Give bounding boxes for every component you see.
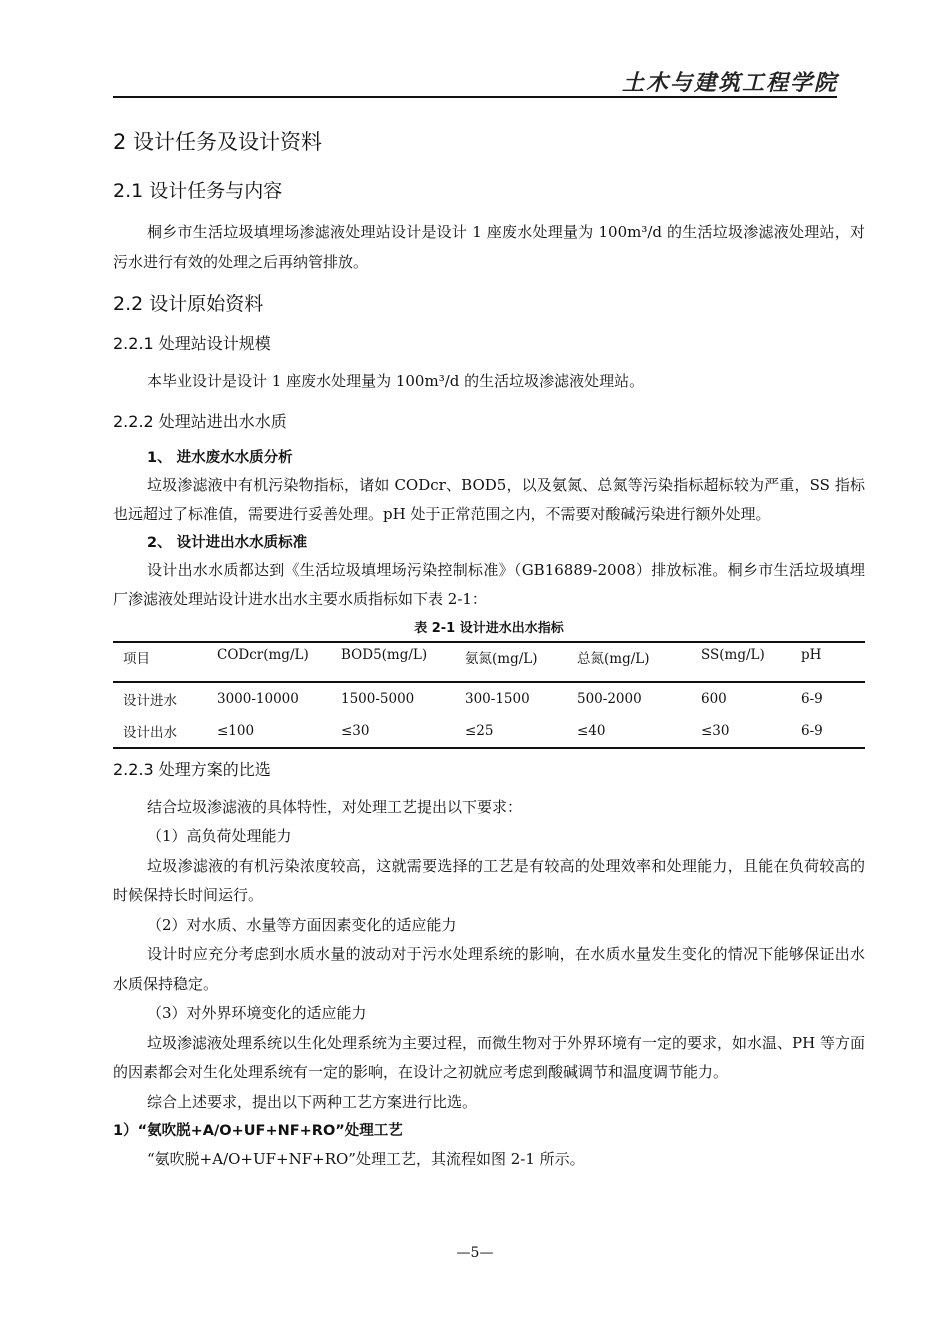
table-cell: 设计进水 <box>123 692 177 709</box>
section-2-2-1-title: 2.2.1 处理站设计规模 <box>113 334 271 353</box>
section-2-2-1-paragraph: 本毕业设计是设计 1 座废水处理量为 100m³/d 的生活垃圾渗滤液处理站。 <box>147 372 645 390</box>
item-2-title: 2、 设计进出水水质标准 <box>147 534 308 551</box>
table-header-cell: BOD5(mg/L) <box>341 646 428 663</box>
table-cell: 6-9 <box>801 722 823 739</box>
table-cell: 6-9 <box>801 690 823 707</box>
section-2-2-3-intro: 结合垃圾渗滤液的具体特性，对处理工艺提出以下要求： <box>147 797 523 816</box>
table-header-row <box>113 642 865 682</box>
table-cell: ≤30 <box>341 722 370 739</box>
table-cell: ≤40 <box>577 722 606 739</box>
table-row <box>113 715 865 748</box>
table-cell: ≤25 <box>465 722 494 739</box>
table-header-cell: pH <box>801 646 822 663</box>
requirement-1-title: （1）高负荷处理能力 <box>147 827 292 845</box>
section-2-2-3-title: 2.2.3 处理方案的比选 <box>113 759 271 779</box>
table-header-cell: 总氮(mg/L) <box>577 650 650 667</box>
table-caption: 表 2-1 设计进水出水指标 <box>414 620 564 636</box>
table-row <box>113 682 865 715</box>
section-2-1-title: 2.1 设计任务与内容 <box>113 180 283 202</box>
section-2-2-title: 2.2 设计原始资料 <box>113 293 264 315</box>
section-title: 2 设计任务及设计资料 <box>113 130 323 154</box>
requirement-2-title: （2）对水质、水量等方面因素变化的适应能力 <box>147 915 457 934</box>
water-quality-table <box>113 641 865 749</box>
table-header-cell: 氨氮(mg/L) <box>465 650 538 667</box>
table-cell: 500-2000 <box>577 690 642 707</box>
table-cell: 600 <box>701 690 727 707</box>
institution-logo: 土木与建筑工程学院 <box>621 70 838 96</box>
item-1-paragraph: 垃圾渗滤液中有机污染物指标，诸如 CODcr、BOD5，以及氨氮、总氮等污染指标超标较为严重，SS 指标也远超过了标准值，需要进行妥善处理。pH 处于正常范围之内，不需要对酸碱污染进行额外处理。 <box>113 475 865 523</box>
requirement-2-paragraph: 设计时应充分考虑到水质水量的波动对于污水处理系统的影响，在水质水量发生变化的情况下能够保证出水水质保持稳定。 <box>113 945 865 993</box>
table-cell: 3000-10000 <box>217 690 299 707</box>
summary-paragraph: 综合上述要求，提出以下两种工艺方案进行比选。 <box>147 1092 478 1111</box>
requirement-3-title: （3）对外界环境变化的适应能力 <box>147 1004 367 1022</box>
requirement-3-paragraph: 垃圾渗滤液处理系统以生化处理系统为主要过程，而微生物对于外界环境有一定的要求，如水温、PH 等方面的因素都会对生化处理系统有一定的影响，在设计之初就应考虑到酸碱调节和温度调节能力。 <box>113 1033 865 1081</box>
table-cell: ≤100 <box>217 722 255 739</box>
header-rule <box>113 96 837 98</box>
requirement-1-paragraph: 垃圾渗滤液的有机污染浓度较高，这就需要选择的工艺是有较高的处理效率和处理能力，且能在负荷较高的时候保持长时间运行。 <box>113 856 865 904</box>
table-cell: 300-1500 <box>465 690 530 707</box>
process-1-title: 1）“氨吹脱+A/O+UF+NF+RO”处理工艺 <box>113 1123 403 1139</box>
table-cell: 设计出水 <box>123 724 177 741</box>
table-header-cell: SS(mg/L) <box>701 646 765 663</box>
section-2-2-2-title: 2.2.2 处理站进出水水质 <box>113 411 287 431</box>
table-header-cell: CODcr(mg/L) <box>217 646 309 663</box>
item-2-paragraph: 设计出水水质都达到《生活垃圾填埋场污染控制标准》（GB16889-2008）排放标准。桐乡市生活垃圾填埋厂渗滤液处理站设计进水出水主要水质指标如下表 2-1： <box>113 560 865 608</box>
page-body <box>113 126 865 1175</box>
table-cell: ≤30 <box>701 722 730 739</box>
page-number: —5— <box>456 1245 494 1261</box>
table-header-cell: 项目 <box>123 650 150 667</box>
item-1-title: 1、 进水废水水质分析 <box>147 449 293 466</box>
table-cell: 1500-5000 <box>341 690 415 707</box>
section-2-1-paragraph: 桐乡市生活垃圾填埋场渗滤液处理站设计是设计 1 座废水处理量为 100m³/d 的生活垃圾渗滤液处理站，对污水进行有效的处理之后再纳管排放。 <box>113 223 865 271</box>
process-1-paragraph: “氨吹脱+A/O+UF+NF+RO”处理工艺，其流程如图 2-1 所示。 <box>147 1150 585 1168</box>
